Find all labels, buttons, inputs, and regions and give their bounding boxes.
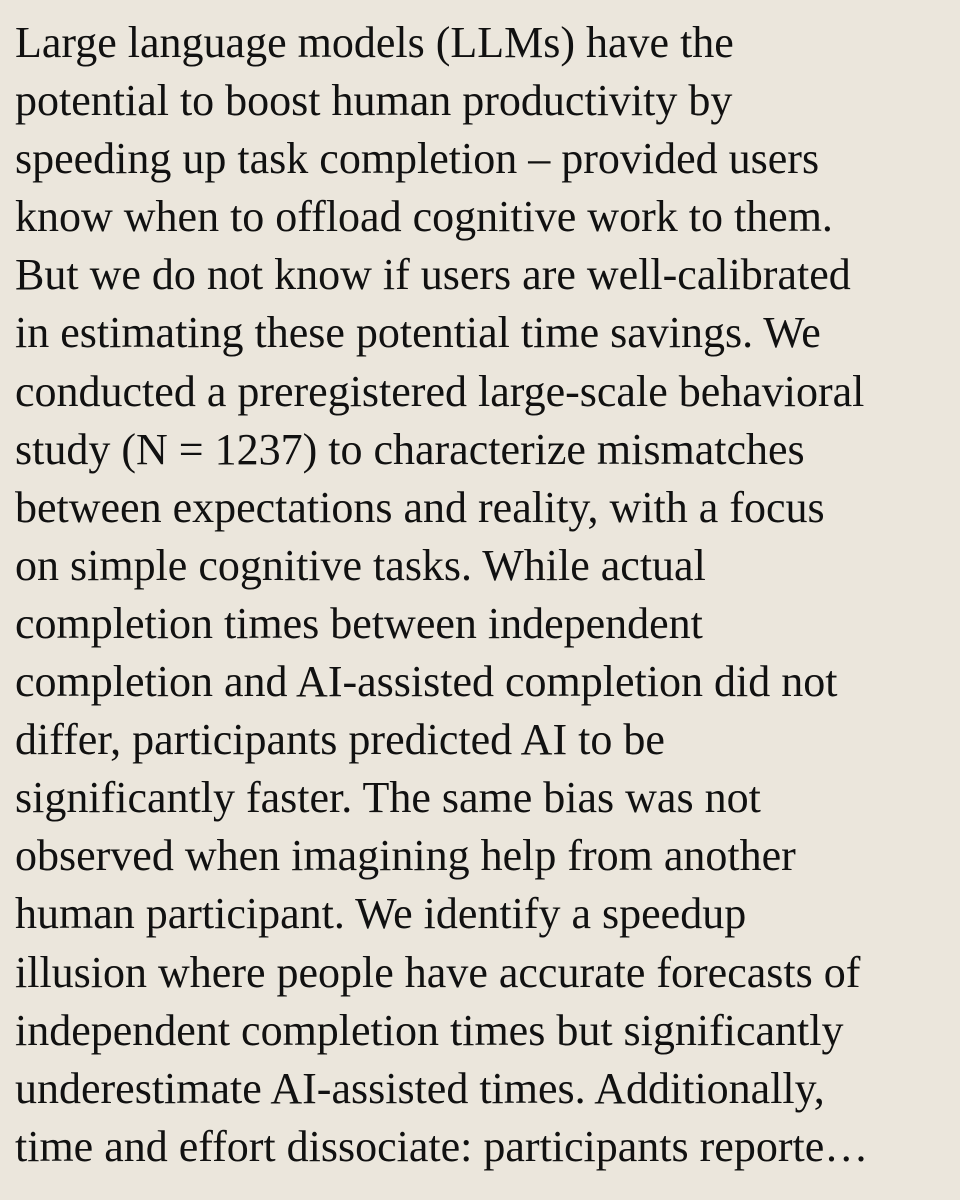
abstract-line: on simple cognitive tasks. While actual xyxy=(15,540,706,590)
abstract-line: conducted a preregistered large-scale behavioral xyxy=(15,366,865,416)
abstract-line: human participant. We identify a speedup xyxy=(15,889,747,939)
abstract-line: speeding up task completion – provided users xyxy=(15,134,820,184)
abstract-line: completion times between independent xyxy=(15,598,703,648)
abstract-line: underestimate AI-assisted times. Additionally, xyxy=(15,1063,825,1113)
abstract-line: illusion where people have accurate forecasts of xyxy=(15,947,861,997)
abstract-line: observed when imagining help from another xyxy=(15,831,796,881)
abstract-line: differ, participants predicted AI to be xyxy=(15,715,665,765)
abstract-line: in estimating these potential time savings. We xyxy=(15,308,821,358)
abstract-line: know when to offload cognitive work to them. xyxy=(15,192,833,242)
abstract-line: between expectations and reality, with a focus xyxy=(15,482,825,532)
abstract-text xyxy=(15,14,952,1176)
abstract-line: time and effort dissociate: participants reporte… xyxy=(15,1121,869,1171)
abstract-line: significantly faster. The same bias was not xyxy=(15,773,761,823)
abstract-line: independent completion times but significantly xyxy=(15,1005,844,1055)
abstract-line: study (N = 1237) to characterize mismatches xyxy=(15,424,805,474)
abstract-line: Large language models (LLMs) have the xyxy=(15,18,734,67)
abstract-line: But we do not know if users are well-calibrated xyxy=(15,250,851,300)
abstract-line: completion and AI-assisted completion did not xyxy=(15,657,838,707)
abstract-line: potential to boost human productivity by xyxy=(15,76,733,126)
